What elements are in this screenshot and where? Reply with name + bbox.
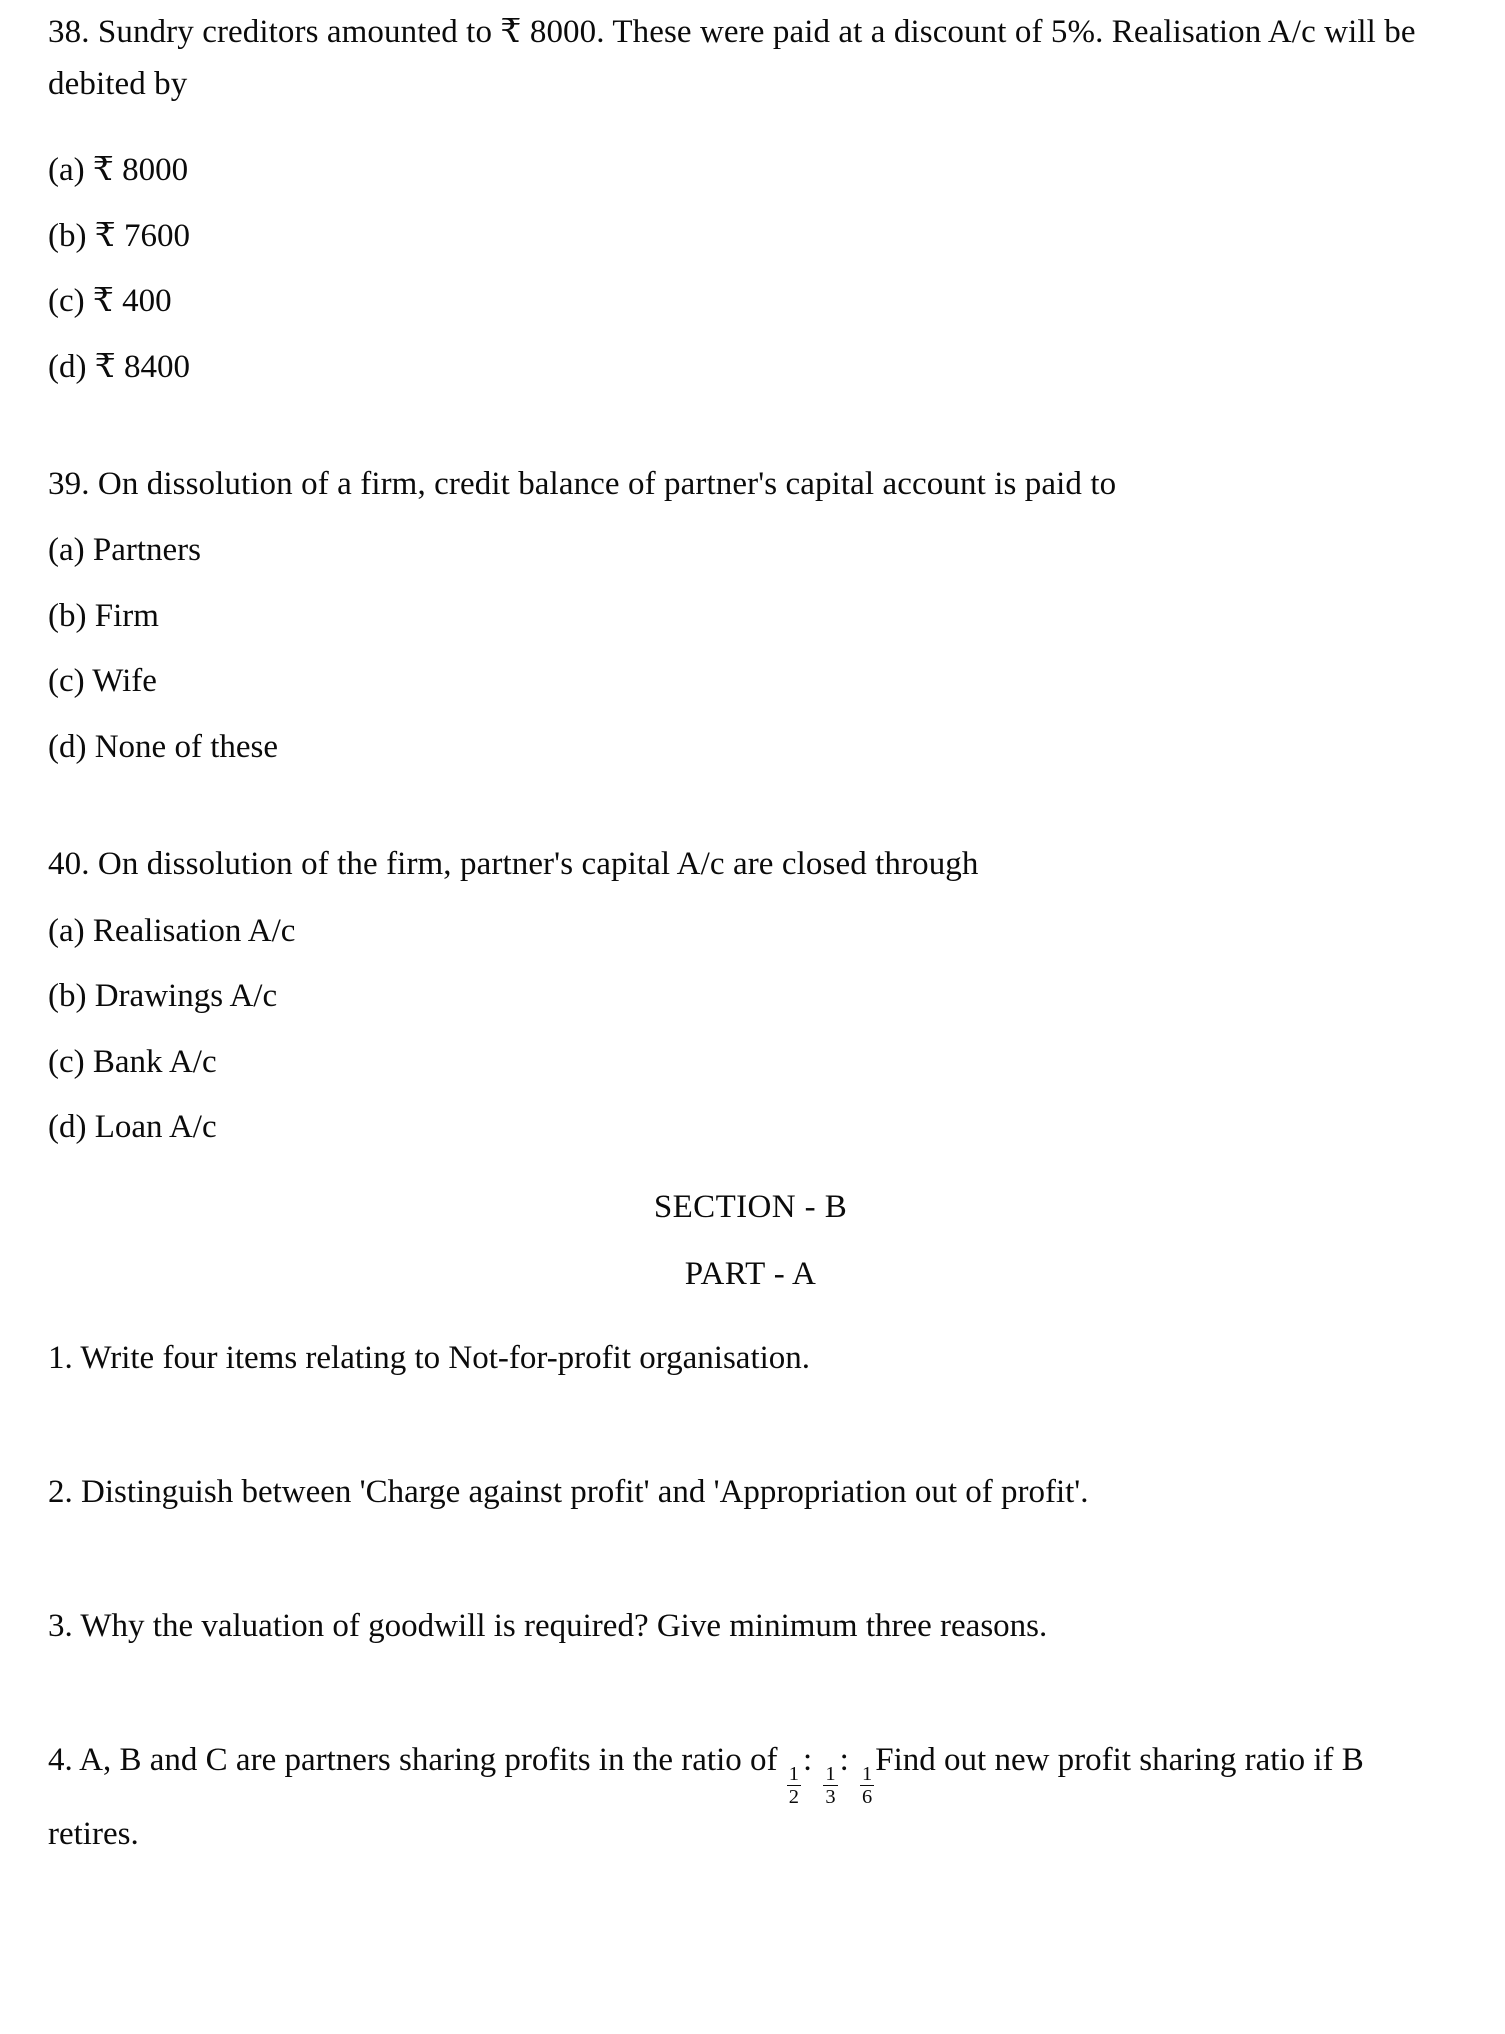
question-39-stem: 39. On dissolution of a firm, credit balance of partner's capital account is paid to [48, 466, 1117, 503]
part-heading: PART - A [684, 1256, 817, 1292]
ratio-separator: : [802, 1741, 813, 1778]
question-38-options [48, 146, 1453, 392]
option-b: (b) ₹ 7600 [48, 217, 190, 254]
option-d: (d) Loan A/c [48, 1109, 217, 1145]
fraction-denominator: 3 [825, 1786, 836, 1809]
fraction-one-sixth [860, 1764, 874, 1808]
question-39-options [48, 526, 1453, 772]
fraction-numerator: 1 [788, 1762, 799, 1785]
spacer [48, 772, 1453, 838]
fraction-denominator: 6 [862, 1786, 873, 1809]
section-heading: SECTION - B [653, 1188, 848, 1225]
ratio-separator: : [839, 1741, 849, 1778]
option-b: (b) Drawings A/c [48, 978, 278, 1014]
part-a-question-list [48, 1332, 1453, 1860]
spacer [48, 1153, 1453, 1183]
part-a-question-2: 2. Distinguish between 'Charge against profit' and 'Appropriation out of profit'. [48, 1473, 1089, 1510]
spacer [48, 392, 1453, 458]
option-c: (c) Wife [48, 663, 157, 700]
option-d: (d) None of these [48, 728, 279, 765]
fraction-one-half [787, 1764, 801, 1808]
question-4-lead: 4. A, B and C are partners sharing profits in the ratio of [48, 1741, 786, 1778]
part-a-question-4 [48, 1734, 1453, 1860]
part-a-question-3: 3. Why the valuation of goodwill is required? Give minimum three reasons. [48, 1607, 1048, 1644]
question-4-tail: Find out new profit sharing ratio if B retires. [48, 1741, 1364, 1852]
option-b: (b) Firm [48, 597, 159, 634]
option-d: (d) ₹ 8400 [48, 348, 190, 385]
fraction-numerator: 1 [862, 1762, 873, 1785]
fraction-one-third [823, 1764, 837, 1808]
mcq-question-38 [48, 6, 1453, 392]
fraction-denominator: 2 [788, 1786, 799, 1809]
mcq-question-40 [48, 838, 1453, 1152]
part-a-question-1: 1. Write four items relating to Not-for-profit organisation. [48, 1339, 811, 1376]
option-c: (c) ₹ 400 [48, 283, 172, 320]
question-40-options [48, 907, 1453, 1153]
fraction-numerator: 1 [825, 1762, 836, 1785]
question-40-stem: 40. On dissolution of the firm, partner's capital A/c are closed through [48, 846, 979, 883]
option-a: (a) ₹ 8000 [48, 152, 189, 189]
question-38-stem: 38. Sundry creditors amounted to ₹ 8000. These were paid at a discount of 5%. Realisation A/c will be debited by [48, 14, 1416, 103]
option-a: (a) Realisation A/c [48, 912, 296, 949]
option-c: (c) Bank A/c [48, 1043, 217, 1080]
option-a: (a) Partners [48, 532, 202, 569]
mcq-question-39 [48, 458, 1453, 772]
